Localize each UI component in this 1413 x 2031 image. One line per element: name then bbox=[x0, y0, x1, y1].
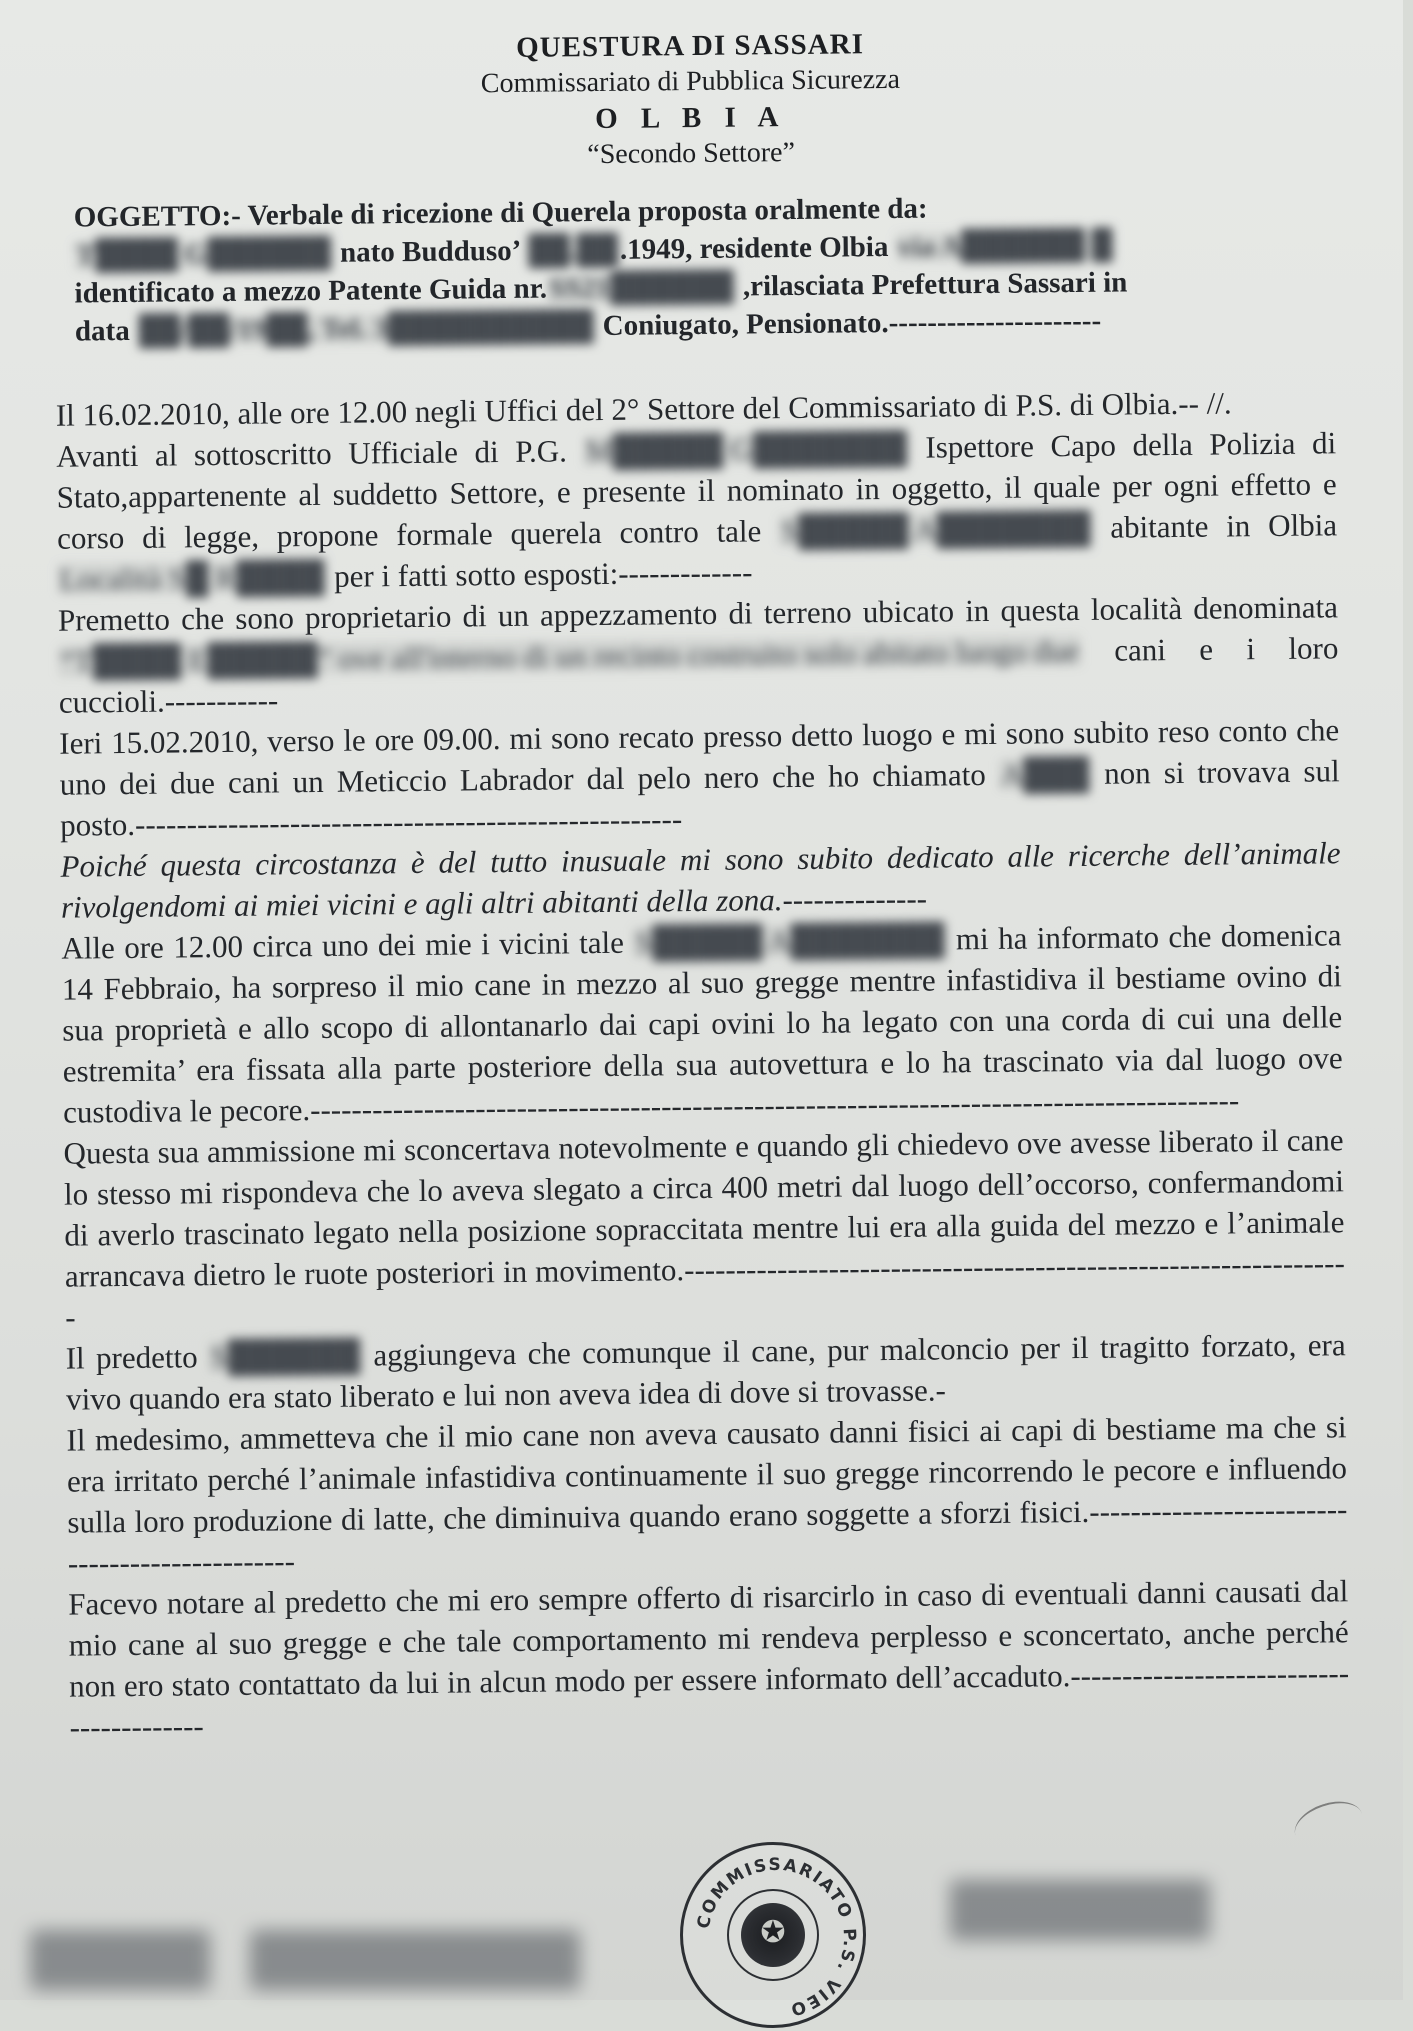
stamp-text: COMMISSARIATO P.S. VIEO bbox=[693, 1854, 860, 2020]
subject-text-6: data bbox=[74, 314, 138, 348]
official-stamp bbox=[680, 1842, 866, 2028]
redacted-officer-name: M█████ G███████ bbox=[585, 429, 907, 469]
paragraph-predetto-text-a: Il predetto bbox=[65, 1339, 210, 1376]
redacted-signature-2 bbox=[250, 1930, 580, 1990]
subject-block bbox=[74, 186, 1286, 351]
letterhead bbox=[370, 25, 1011, 176]
paragraph-premise bbox=[58, 586, 1339, 722]
paragraph-medesimo: Il medesimo, ammetteva che il mio cane non aveva causato danni fisici ai capi di bestiame ma che si era irritato perché l’animale infastidiva continuamente il suo gregge rincorrendo le pecore e influendo sulla loro produzione di latte, che diminuiva quando erano soggette a sforzi fisici.----------------------------------------------- bbox=[66, 1409, 1348, 1581]
paragraph-yesterday bbox=[59, 709, 1340, 845]
pen-mark bbox=[1289, 1793, 1369, 1855]
document-body bbox=[56, 381, 1350, 1747]
redacted-locality: “T████ E█████” ove all'interno di un recinto costruito solo abitato luogo due bbox=[60, 633, 1080, 679]
paragraph-neighbor bbox=[61, 914, 1343, 1132]
subject-text-4: identificato a mezzo Patente Guida nr. bbox=[74, 272, 548, 310]
paragraph-predetto-text-b: aggiungeva che comunque il cane, pur malconcio per il tragitto forzato, era vivo quando era stato liberato e lui non aveva idea di dove si trovasse.- bbox=[65, 1327, 1346, 1417]
paragraph-officer-text-b: Ispettore Capo della Polizia di Stato,appartenente al suddetto Settore, e presente il nominato in oggetto, il quale per ogni effetto e corso di legge, propone formale querela contro tale bbox=[56, 425, 1337, 556]
redacted-signature-1 bbox=[30, 1930, 210, 1990]
paragraph-yesterday-text-b: non si trovava sul posto.----------------------------------------------------- bbox=[59, 753, 1340, 843]
letterhead-line-3: O L B I A bbox=[594, 101, 787, 136]
paragraph-premise-text-b: cani e i loro cuccioli.----------- bbox=[58, 630, 1339, 720]
subject-text-3: .1949, residente Olbia bbox=[619, 230, 896, 266]
letterhead-line-4: “Secondo Settore” bbox=[587, 136, 796, 171]
subject-text-5: ,rilasciata Prefettura Sassari in bbox=[735, 266, 1128, 303]
paragraph-officer bbox=[56, 422, 1338, 599]
paragraph-neighbor-text-a: Alle ore 12.00 circa uno dei mie i vicini tale bbox=[61, 924, 634, 966]
redacted-complainant-name: T████ G██████ bbox=[76, 236, 331, 272]
redacted-neighbor-name: S█████ A███████ bbox=[635, 921, 945, 960]
letterhead-line-1: QUESTURA DI SASSARI bbox=[515, 28, 865, 64]
letterhead-line-2: Commissariato di Pubblica Sicurezza bbox=[480, 63, 901, 100]
subject-text-1: Verbale di ricezione di Querela proposta oralmente da: bbox=[240, 192, 928, 232]
redacted-birth-date: ██.██ bbox=[528, 233, 619, 267]
paragraph-facevo: Facevo notare al predetto che mi ero sempre offerto di risarcirlo in caso di eventuali danni causati dal mio cane al suo gregge e che tale comportamento mi rendeva perplesso e sconcertato, anche perché non ero stato contattato da lui in alcun modo per essere informato dell’accaduto.---------------------------------------- bbox=[68, 1573, 1350, 1745]
paragraph-predetto bbox=[66, 1324, 1347, 1419]
paragraph-date: Il 16.02.2010, alle ore 12.00 negli Uffici del 2° Settore del Commissariato di P.S. di Olbia.-- //. bbox=[55, 385, 1232, 433]
redacted-license-number: SS21██████ bbox=[548, 270, 734, 305]
subject-text-2: nato Budduso’ bbox=[332, 234, 527, 269]
paragraph-officer-text-a: Avanti al sottoscritto Ufficiale di P.G. bbox=[56, 433, 584, 474]
subject-label: OGGETTO:- bbox=[73, 199, 241, 234]
redacted-address: via A██████ █ bbox=[897, 228, 1113, 263]
redacted-dog-name: A███ bbox=[1000, 755, 1090, 792]
paragraph-officer-text-d: per i fatti sotto esposti:------------- bbox=[326, 554, 753, 594]
redacted-accused-place: Località S█ R████ bbox=[59, 558, 325, 597]
redacted-signature-3 bbox=[950, 1880, 1210, 1940]
redacted-date-phone: ██/██/19██, Tel. 3██████████ bbox=[138, 310, 594, 347]
star-emblem-icon: ✪ bbox=[760, 1915, 786, 1950]
paragraph-admission: Questa sua ammissione mi sconcertava notevolmente e quando gli chiedevo ove avesse liberato il cane lo stesso mi rispondeva che lo aveva slegato a circa 400 metri dal luogo dell’occorso, confermandomi di averlo trascinato legato nella posizione sopraccitata mentre lui era alla guida del mezzo e l’animale arrancava dietro le ruote posteriori in movimento.----------------------------------------------------------------- bbox=[63, 1122, 1345, 1335]
paragraph-premise-text-a: Premetto che sono proprietario di un appezzamento di terreno ubicato in questa località denominata bbox=[57, 589, 1339, 638]
paragraph-search: Poiché questa circostanza è del tutto inusuale mi sono subito dedicato alle ricerche dell’animale rivolgendomi ai miei vicini e agli altri abitanti della zona.-------------- bbox=[60, 835, 1341, 925]
paragraph-yesterday-text-a: Ieri 15.02.2010, verso le ore 09.00. mi sono recato presso detto luogo e mi sono subito reso conto che uno dei due cani un Meticcio Labrador dal pelo nero che ho chiamato bbox=[59, 712, 1340, 802]
redacted-accused-name: S█████ A███████ bbox=[780, 509, 1091, 549]
paragraph-neighbor-text-b: mi ha informato che domenica 14 Febbraio, ha sorpreso il mio cane in mezzo al suo gregge mentre infastidiva il bestiame ovino di sua proprietà e allo scopo di allontanarlo dai capi ovini lo ha legato con una corda di cui una delle estremita’ era fissata alla parte posteriore della sua autovettura e lo ha trascinato via dal luogo ove custodiva le pecore.------------------------------------------------------------------------------------------ bbox=[61, 917, 1343, 1130]
paragraph-officer-text-c: abitante in Olbia bbox=[1092, 507, 1338, 545]
redacted-predetto-name: S██████ bbox=[210, 1337, 361, 1375]
subject-text-7: Coniugato, Pensionato.---------------------- bbox=[595, 304, 1102, 343]
